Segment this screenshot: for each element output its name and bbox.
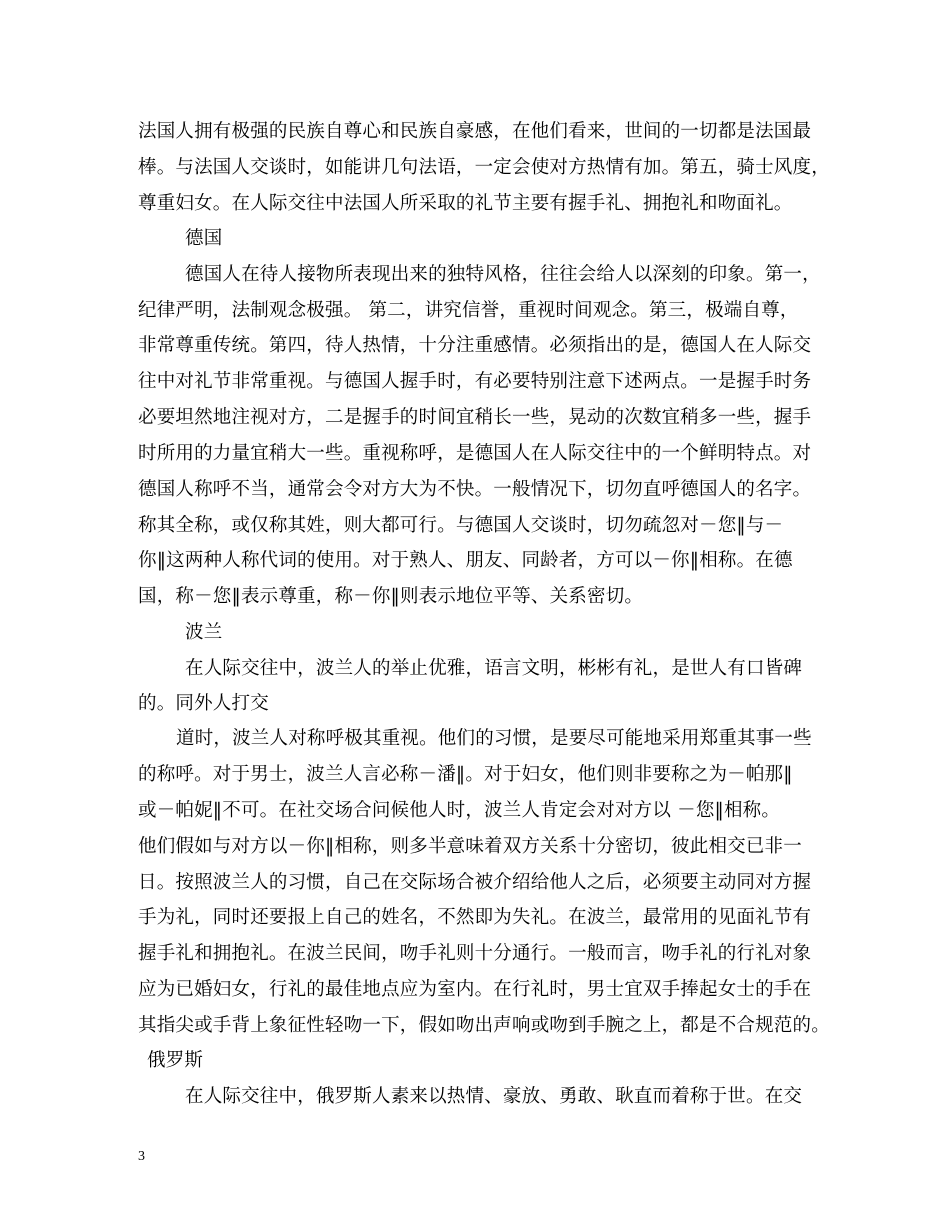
text-line: 的称呼。对于男士，波兰人言必称－潘‖。对于妇女，他们则非要称之为－帕那‖ (138, 764, 793, 785)
text-line: 往中对礼节非常重视。与德国人握手时，有必要特别注意下述两点。一是握手时务 (138, 371, 812, 392)
text-line: 应为已婚妇女，行礼的最佳地点应为室内。在行礼时，男士宜双手捧起女士的手在 (138, 979, 812, 1000)
text-line: 非常尊重传统。第四，待人热情，十分注重感情。必须指出的是，德国人在人际交 (138, 335, 812, 356)
section-heading-russia: 俄罗斯 (147, 1050, 204, 1071)
text-line: 德国人在待人接物所表现出来的独特风格，往往会给人以深刻的印象。第一， (185, 264, 821, 285)
text-line: 日。按照波兰人的习惯，自己在交际场合被介绍给他人之后，必须要主动同对方握 (138, 872, 812, 893)
text-line: 道时，波兰人对称呼极其重视。他们的习惯，是要尽可能地采用郑重其事一些 (176, 728, 812, 749)
section-heading-germany: 德国 (185, 228, 223, 249)
text-line: 尊重妇女。在人际交往中法国人所采取的礼节主要有握手礼、拥抱礼和吻面礼。 (138, 193, 793, 214)
text-line: 国，称－您‖表示尊重，称－你‖则表示地位平等、关系密切。 (138, 586, 644, 607)
text-line: 德国人称呼不当，通常会令对方大为不快。一般情况下，切勿直呼德国人的名字。 (138, 479, 812, 500)
text-line: 必要坦然地注视对方，二是握手的时间宜稍长一些，晃动的次数宜稍多一些，握手 (138, 407, 812, 428)
text-line: 棒。与法国人交谈时，如能讲几句法语，一定会使对方热情有加。第五，骑士风度， (138, 157, 830, 178)
text-line: 纪律严明，法制观念极强。 第二，讲究信誉，重视时间观念。第三，极端自尊， (138, 300, 799, 321)
text-line: 的。同外人打交 (138, 693, 269, 714)
section-heading-poland: 波兰 (185, 622, 223, 643)
text-line: 法国人拥有极强的民族自尊心和民族自豪感，在他们看来，世间的一切都是法国最 (138, 121, 812, 142)
text-line: 在人际交往中，波兰人的举止优雅，语言文明，彬彬有礼，是世人有口皆碑 (185, 658, 803, 679)
text-line: 称其全称，或仅称其姓，则大都可行。与德国人交谈时，切勿疏忽对－您‖与－ (138, 515, 784, 536)
text-line: 其指尖或手背上象征性轻吻一下，假如吻出声响或吻到手腕之上，都是不合规范的。 (138, 1015, 830, 1036)
text-line: 你‖这两种人称代词的使用。对于熟人、朋友、同龄者，方可以－你‖相称。在德 (138, 550, 793, 571)
text-line: 手为礼，同时还要报上自己的姓名，不然即为失礼。在波兰，最常用的见面礼节有 (138, 907, 812, 928)
text-line: 或－帕妮‖不可。在社交场合问候他人时，波兰人肯定会对对方以 －您‖相称。 (138, 800, 781, 821)
text-line: 握手礼和拥抱礼。在波兰民间，吻手礼则十分通行。一般而言，吻手礼的行礼对象 (138, 943, 812, 964)
text-line: 他们假如与对方以－你‖相称，则多半意味着双方关系十分密切，彼此相交已非一 (138, 836, 802, 857)
text-line: 在人际交往中，俄罗斯人素来以热情、豪放、勇敢、耿直而着称于世。在交 (185, 1086, 803, 1107)
text-line: 时所用的力量宜稍大一些。重视称呼，是德国人在人际交往中的一个鲜明特点。对 (138, 443, 812, 464)
page-number: 3 (138, 1149, 145, 1164)
